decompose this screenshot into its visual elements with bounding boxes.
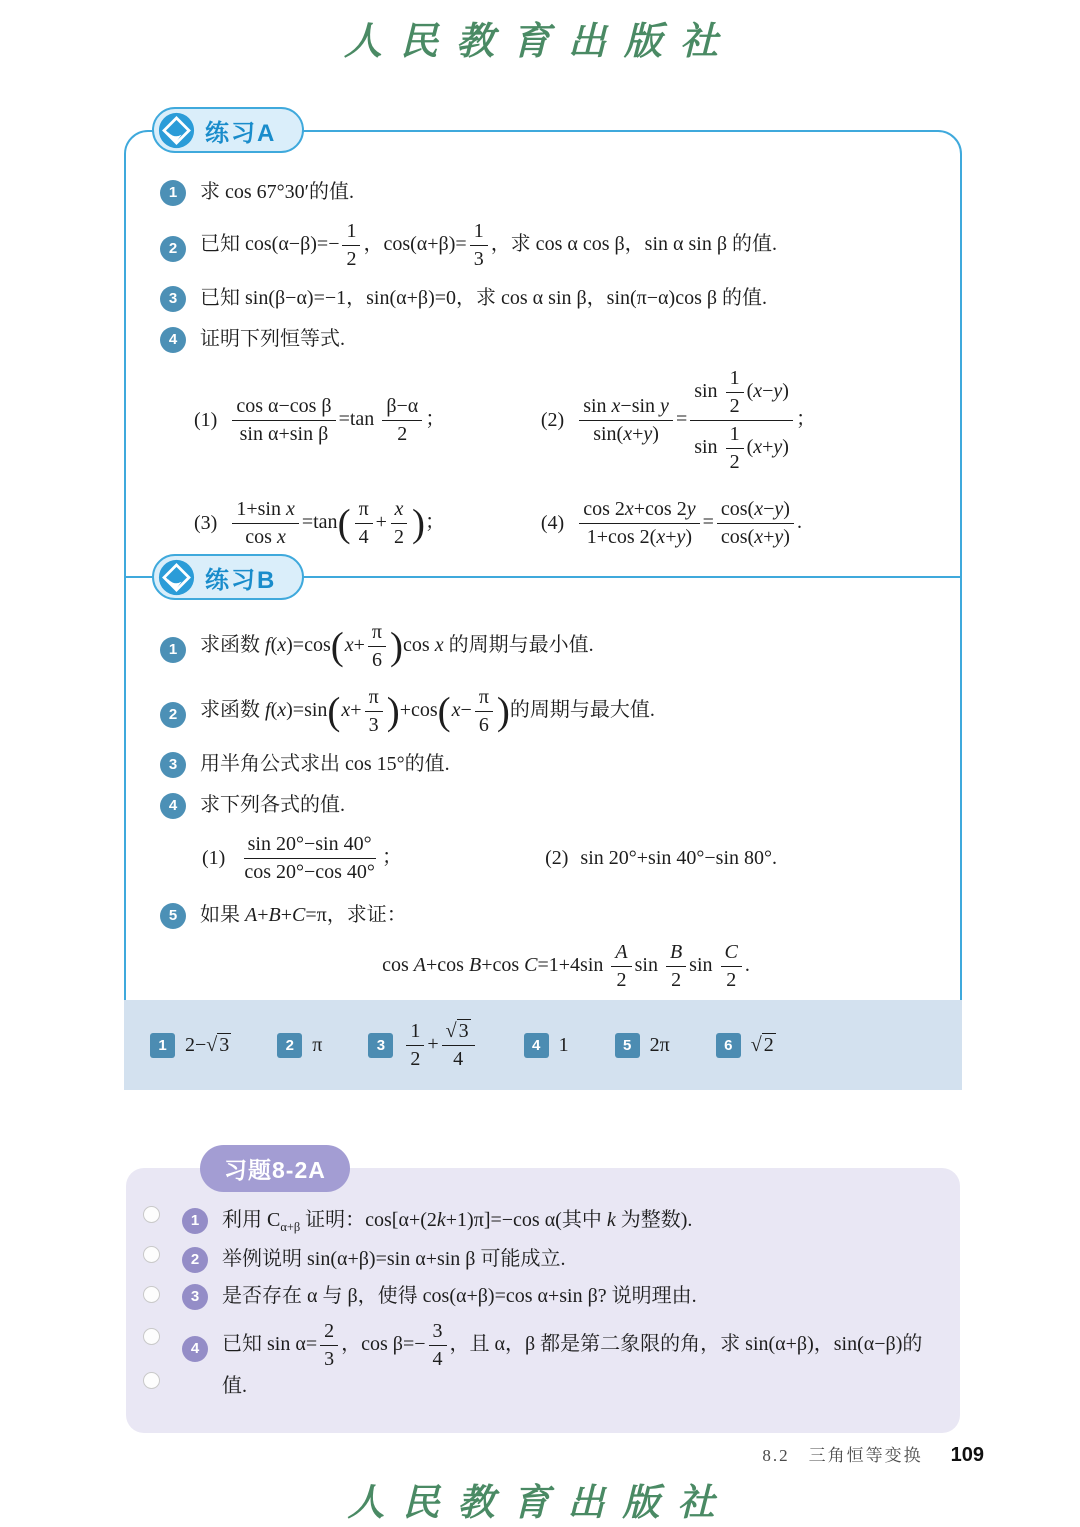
answers-bar: [124, 1000, 962, 1090]
identity-label: (4): [540, 512, 565, 534]
item-number-badge: 4: [182, 1336, 208, 1362]
problem-text: 求 cos 67°30′的值.: [200, 181, 355, 203]
answer-item: [368, 1019, 477, 1072]
item-number-badge: 2: [182, 1247, 208, 1273]
exercise-a-identities: [160, 366, 932, 550]
problem-text: 已知 sin(β−α)=−1，sin(α+β)=0，求 cos α sin β，sin(π−α)cos β 的值.: [200, 287, 768, 309]
identity-item: [194, 497, 541, 550]
publisher-brand-top: 人民教育出版社: [343, 21, 736, 63]
exercise-b-tab: [152, 554, 304, 600]
exercise-b-divider: [126, 566, 960, 594]
exercise-b-problems: [160, 620, 932, 993]
sub-item: [202, 832, 545, 885]
sub-item-formula: $\frac{\sin 20^\circ-\sin 40^\circ}{\cos 20^\circ-\cos 40^\circ}$ ；: [244, 833, 402, 883]
problem-item: [160, 901, 932, 993]
problem-item: [160, 791, 932, 889]
identity-formula: $\frac{\text{cos α−cos β}}{\text{sin α+sin β}}$ =tan $\frac{\beta-\alpha}{2}$ ；: [229, 394, 445, 447]
problem-text: 证明下列恒等式.: [200, 328, 345, 350]
answer-item: [716, 1033, 776, 1058]
answer-number-badge: 4: [524, 1033, 549, 1058]
identity-item: [541, 497, 932, 550]
problem-text: 是否存在 α 与 β，使得 cos(α+β)=cos α+sin β? 说明理由.: [222, 1284, 697, 1307]
problem-text: 求函数 f(x)=sin ( x+ $\frac{\pi}{3}$ ) +cos ( x− $\frac{\pi}{6}$ ) 的周期与最大值.: [200, 686, 655, 736]
answer-item: [524, 1033, 569, 1058]
identity-formula: $\frac{\text{sin x−sin y}}{\sin(x+y)}$ = sin $\frac{1}{2}$ (x−y) sin $\frac{1}{2}$ (x+y) ；: [576, 366, 816, 475]
answer-item: [615, 1033, 670, 1058]
identity-item: [541, 366, 932, 475]
sub-item-label: (2): [545, 847, 569, 869]
answer-value: $\frac{1}{2}$ + $\frac{√ 3}{4}$: [403, 1019, 477, 1072]
problem-item: [160, 685, 932, 738]
problem-set-tab-label: 习题8-2A: [224, 1157, 326, 1183]
exercise-a-tab-label: 练习A: [205, 119, 277, 147]
problem-text: 利用 $C_{\alpha+\beta}$ 证明：cos[α+(2k+1)π]=−cos α(其中 k 为整数).: [222, 1209, 693, 1234]
problem-set-box: [126, 1157, 960, 1433]
answer-value: 2π: [649, 1033, 670, 1056]
problem-item: [160, 620, 932, 673]
answer-value: π: [312, 1033, 323, 1056]
problem-text: 如果 A+B+C=π，求证： cos A+cos B+cos C=1+4sin $\frac{A}{2}$ sin $\frac{B}{2}$ sin $\frac{C}{2}$ .: [200, 901, 932, 993]
sub-item-formula: sin 20°+sin 40°−sin 80°.: [580, 847, 777, 869]
problem-item: [182, 1282, 934, 1311]
margin-hole-circle: [143, 1372, 160, 1389]
problem-text: 举例说明 sin(α+β)=sin α+sin β 可能成立.: [222, 1247, 566, 1270]
problem-item: [182, 1319, 934, 1401]
problem-item: [160, 178, 932, 207]
margin-hole-circle: [143, 1328, 160, 1345]
problem-item: [160, 750, 932, 779]
answer-number-badge: 5: [615, 1033, 640, 1058]
item-number-badge: 2: [160, 702, 186, 728]
problem-item: [160, 284, 932, 313]
problem-text: 已知 cos(α−β)=− $\frac{1}{2}$ ，cos(α+β)= $\frac{1}{3}$ ，求 cos α cos β，sin α sin β 的值.: [200, 220, 777, 270]
display-formula: cos A+cos B+cos C=1+4sin $\frac{A}{2}$ sin $\frac{B}{2}$ sin $\frac{C}{2}$ .: [382, 941, 750, 991]
sub-items-row: [202, 832, 932, 885]
answer-item: [150, 1033, 231, 1058]
pep-logo-icon: [158, 559, 195, 596]
answer-value: √ 2: [750, 1033, 774, 1056]
problem-set-tab: [200, 1145, 350, 1192]
item-number-badge: 3: [160, 286, 186, 312]
problem-item: [182, 1245, 934, 1274]
answer-number-badge: 1: [150, 1033, 175, 1058]
identity-row: [194, 366, 932, 475]
problem-text: 已知 sin α= $\frac{2}{3}$ ，cos β=− $\frac{3}{4}$ ，且 α，β 都是第二象限的角，求 sin(α+β)，sin(α−β)的值.: [222, 1319, 923, 1397]
answer-number-badge: 3: [368, 1033, 393, 1058]
item-number-badge: 1: [160, 637, 186, 663]
answer-value: 2−√ 3: [185, 1033, 230, 1056]
exercise-box: [124, 119, 962, 1033]
margin-hole-circle: [143, 1246, 160, 1263]
problem-set-problems: [182, 1206, 934, 1401]
item-number-badge: 4: [160, 327, 186, 353]
answer-item: [277, 1033, 322, 1058]
footer-page-number: 109: [950, 1444, 984, 1466]
problem-item: [182, 1206, 934, 1237]
exercise-a-tab: [152, 107, 304, 153]
exercise-a-problems: [160, 178, 932, 354]
publisher-brand-bottom: 人民教育出版社: [347, 1483, 733, 1524]
problem-text: 用半角公式求出 cos 15°的值.: [200, 753, 450, 775]
item-number-badge: 1: [182, 1208, 208, 1234]
problem-text: 求下列各式的值. (1) $\frac{\sin 20^\circ-\sin 40^\circ}{\cos 20^\circ-\cos 40^\circ}$ ； (2) sin 20°+sin 40°−sin 80°.: [200, 791, 932, 889]
pep-logo-icon: [158, 112, 195, 149]
item-number-badge: 3: [160, 752, 186, 778]
answer-number-badge: 2: [277, 1033, 302, 1058]
footer-section-label: 8.2 三角恒等变换: [762, 1446, 923, 1465]
identity-formula: $\frac{\text{1+sin x}}{\text{cos x}}$ =tan ( $\frac{\pi}{4}$ + $\frac{x}{2}$ ) ；: [229, 497, 445, 550]
margin-hole-circle: [143, 1286, 160, 1303]
margin-hole-circle: [143, 1206, 160, 1223]
sub-item-label: (1): [202, 847, 226, 869]
identity-row: [194, 497, 932, 550]
identity-label: (2): [540, 409, 565, 431]
item-number-badge: 2: [160, 236, 186, 262]
problem-text: 求函数 f(x)=cos ( x+ $\frac{\pi}{6}$ ) cos x 的周期与最小值.: [200, 621, 594, 671]
item-number-badge: 1: [160, 180, 186, 206]
exercise-b-tab-label: 练习B: [205, 566, 277, 594]
page-footer: [762, 1441, 984, 1467]
answer-value: 1: [558, 1033, 569, 1056]
problem-item: [160, 325, 932, 354]
problem-item: [160, 219, 932, 272]
identity-formula: $\frac{\cos 2x+\cos 2y}{1+\cos 2(x+y)}$ = $\frac{\cos(x-y)}{\cos(x+y)}$ .: [576, 497, 802, 550]
item-number-badge: 3: [182, 1284, 208, 1310]
answer-number-badge: 6: [716, 1033, 741, 1058]
item-number-badge: 5: [160, 903, 186, 929]
item-number-badge: 4: [160, 793, 186, 819]
identity-label: (1): [194, 409, 218, 431]
sub-item: [545, 844, 932, 873]
identity-item: [194, 394, 541, 447]
identity-label: (3): [194, 512, 218, 534]
